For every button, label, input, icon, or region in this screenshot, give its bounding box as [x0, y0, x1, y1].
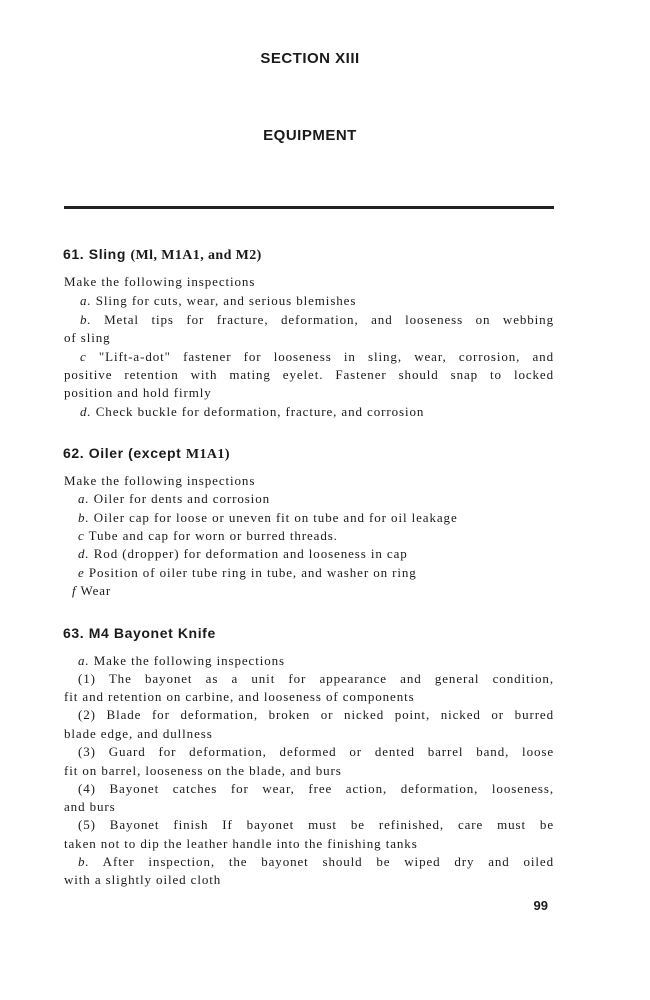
- s61-item-b-text1: Metal tips for fracture, deformation, and looseness on webbing: [104, 312, 554, 327]
- s62-item-e: [78, 564, 554, 582]
- s63-p4-line2: and burs: [64, 799, 116, 814]
- s61-item-c-line2: positive retention with mating eyelet. Fastener should snap to locked: [64, 367, 554, 382]
- s62-item-f-mark: f: [72, 583, 77, 598]
- s61-item-a-text: Sling for cuts, wear, and serious blemishes: [95, 293, 357, 308]
- s61-item-d-text: Check buckle for deformation, fracture, and corrosion: [95, 404, 425, 419]
- section-title: SECTION XIII: [260, 50, 360, 67]
- s63-item-b-line2: with a slightly oiled cloth: [64, 872, 222, 887]
- s63-item-a-text: Make the following inspections: [93, 653, 285, 668]
- s62-item-b-text: Oiler cap for loose or uneven fit on tube and for oil leakage: [93, 510, 458, 525]
- s61-item-d: [80, 403, 554, 421]
- s63-p2-mark: (2): [78, 707, 96, 722]
- horizontal-rule: [64, 206, 554, 209]
- s63-p3-text1: Guard for deformation, deformed or dented barrel band, loose: [108, 744, 554, 759]
- heading-63-title: M4 Bayonet Knife: [88, 625, 216, 641]
- s62-item-a-text: Oiler for dents and corrosion: [93, 491, 270, 506]
- heading-63-number: 63.: [63, 625, 85, 641]
- heading-62-models: M1A1): [185, 447, 230, 462]
- s62-item-d-text: Rod (dropper) for deformation and looseness in cap: [93, 546, 408, 561]
- heading-62-title: Oiler (except: [88, 445, 182, 461]
- s63-p2-line1: [78, 706, 554, 724]
- s61-item-a: [80, 292, 554, 310]
- s62-item-b-mark: b.: [78, 510, 90, 525]
- s62-item-e-text: Position of oiler tube ring in tube, and washer on ring: [88, 565, 417, 580]
- s63-p1-line2: fit and retention on carbine, and looseness of components: [64, 689, 415, 704]
- s63-item-b-text1: After inspection, the bayonet should be wiped dry and oiled: [102, 854, 554, 869]
- s61-item-d-mark: d.: [80, 404, 92, 419]
- chapter-title: EQUIPMENT: [263, 127, 357, 144]
- s61-item-b-mark: b.: [80, 312, 92, 327]
- heading-62-number: 62.: [63, 445, 85, 461]
- s62-item-c: [78, 527, 554, 545]
- s61-item-c-line1: [80, 348, 554, 366]
- s62-item-f: [72, 582, 562, 600]
- s62-item-d: [78, 545, 554, 563]
- s63-p5-text1: Bayonet finish If bayonet must be refinished, care must be: [109, 817, 554, 832]
- s61-item-b-line1: [80, 311, 554, 329]
- s63-p5-line2: taken not to dip the leather handle into the finishing tanks: [64, 836, 418, 851]
- s61-item-a-mark: a.: [80, 293, 92, 308]
- heading-61-number: 61.: [63, 246, 85, 262]
- s63-p3-mark: (3): [78, 744, 96, 759]
- s62-item-d-mark: d.: [78, 546, 90, 561]
- heading-63: [63, 625, 216, 641]
- heading-61-title: Sling: [88, 246, 126, 262]
- s63-p1-text1: The bayonet as a unit for appearance and general condition,: [108, 671, 554, 686]
- s63-item-a-mark: a.: [78, 653, 90, 668]
- s62-item-f-text: Wear: [80, 583, 112, 598]
- s63-item-b-mark: b.: [78, 854, 90, 869]
- s63-item-b-line1: [78, 853, 554, 871]
- s63-p5-line1: [78, 816, 554, 834]
- s63-p1-line1: [78, 670, 554, 688]
- s63-p4-line1: [78, 780, 554, 798]
- s62-item-b: [78, 509, 554, 527]
- heading-62: [63, 445, 230, 463]
- s62-intro: Make the following inspections: [64, 473, 256, 488]
- s62-item-a-mark: a.: [78, 491, 90, 506]
- s63-p4-text1: Bayonet catches for wear, free action, deformation, looseness,: [109, 781, 554, 796]
- s63-p3-line1: [78, 743, 554, 761]
- s61-intro: Make the following inspections: [64, 274, 256, 289]
- s63-item-a: [78, 652, 554, 670]
- s63-p5-mark: (5): [78, 817, 96, 832]
- s62-item-c-text: Tube and cap for worn or burred threads.: [88, 528, 338, 543]
- s61-item-c-mark: c: [80, 349, 87, 364]
- s63-p3-line2: fit on barrel, looseness on the blade, and burs: [64, 763, 342, 778]
- s63-p2-line2: blade edge, and dullness: [64, 726, 213, 741]
- s61-item-c-line3: position and hold firmly: [64, 385, 212, 400]
- s62-item-e-mark: e: [78, 565, 85, 580]
- s61-item-c-text1: "Lift-a-dot" fastener for looseness in sling, wear, corrosion, and: [98, 349, 554, 364]
- s62-item-a: [78, 490, 554, 508]
- heading-61: [63, 246, 262, 264]
- heading-61-models: (Ml, M1A1, and M2): [130, 248, 262, 263]
- s63-p1-mark: (1): [78, 671, 96, 686]
- s61-item-b-line2: of sling: [64, 330, 111, 345]
- s63-p4-mark: (4): [78, 781, 96, 796]
- page-number: 99: [533, 898, 548, 913]
- s63-p2-text1: Blade for deformation, broken or nicked point, nicked or burred: [106, 707, 554, 722]
- s62-item-c-mark: c: [78, 528, 85, 543]
